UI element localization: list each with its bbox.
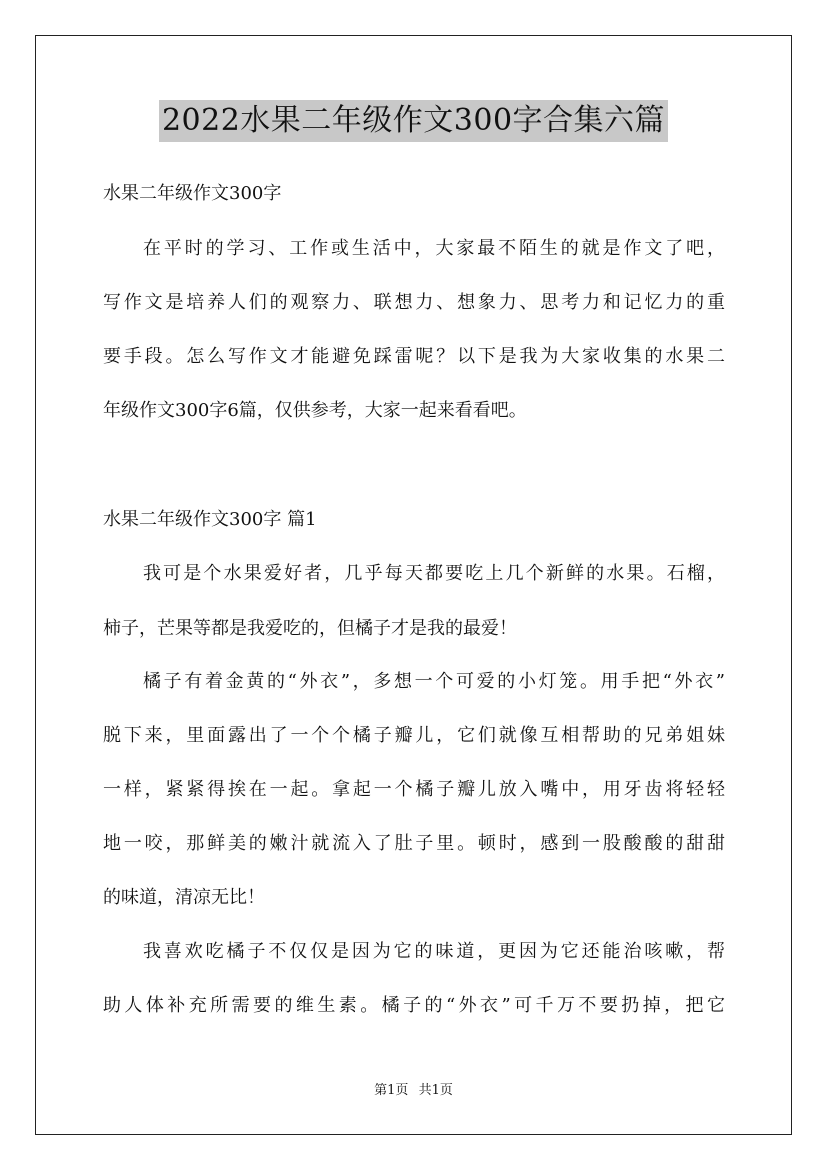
body-line: 助人体补充所需要的维生素。橘子的“外衣”可千万不要扔掉，把它 xyxy=(103,995,725,1016)
section-heading: 水果二年级作文300字 篇1 xyxy=(103,509,317,530)
intro-line: 要手段。怎么写作文才能避免踩雷呢？以下是我为大家收集的水果二 xyxy=(103,346,725,367)
page-number-current: 第1页 xyxy=(374,1083,409,1098)
page-footer xyxy=(0,1082,827,1100)
intro-line: 写作文是培养人们的观察力、联想力、想象力、思考力和记忆力的重 xyxy=(103,292,725,313)
body-line: 我可是个水果爱好者，几乎每天都要吃上几个新鲜的水果。石榴， xyxy=(143,563,725,584)
body-line: 我喜欢吃橘子不仅仅是因为它的味道，更因为它还能治咳嗽，帮 xyxy=(143,941,725,962)
body-line: 的味道，清凉无比！ xyxy=(103,887,265,908)
body-line: 脱下来，里面露出了一个个橘子瓣儿，它们就像互相帮助的兄弟姐妹 xyxy=(103,725,725,746)
body-line: 地一咬，那鲜美的嫩汁就流入了肚子里。顿时，感到一股酸酸的甜甜 xyxy=(103,833,725,854)
intro-line: 年级作文300字6篇，仅供参考，大家一起来看看吧。 xyxy=(103,400,527,421)
intro-heading: 水果二年级作文300字 xyxy=(103,183,282,204)
title-container xyxy=(0,100,827,142)
page-number-total: 共1页 xyxy=(418,1083,453,1098)
body-line: 橘子有着金黄的“外衣”，多想一个可爱的小灯笼。用手把“外衣” xyxy=(143,671,725,692)
intro-line: 在平时的学习、工作或生活中，大家最不陌生的就是作文了吧， xyxy=(143,238,725,259)
body-line: 一样，紧紧得挨在一起。拿起一个橘子瓣儿放入嘴中，用牙齿将轻轻 xyxy=(103,779,725,800)
document-title: 2022水果二年级作文300字合集六篇 xyxy=(159,100,668,142)
body-line: 柿子，芒果等都是我爱吃的，但橘子才是我的最爱！ xyxy=(103,618,517,639)
